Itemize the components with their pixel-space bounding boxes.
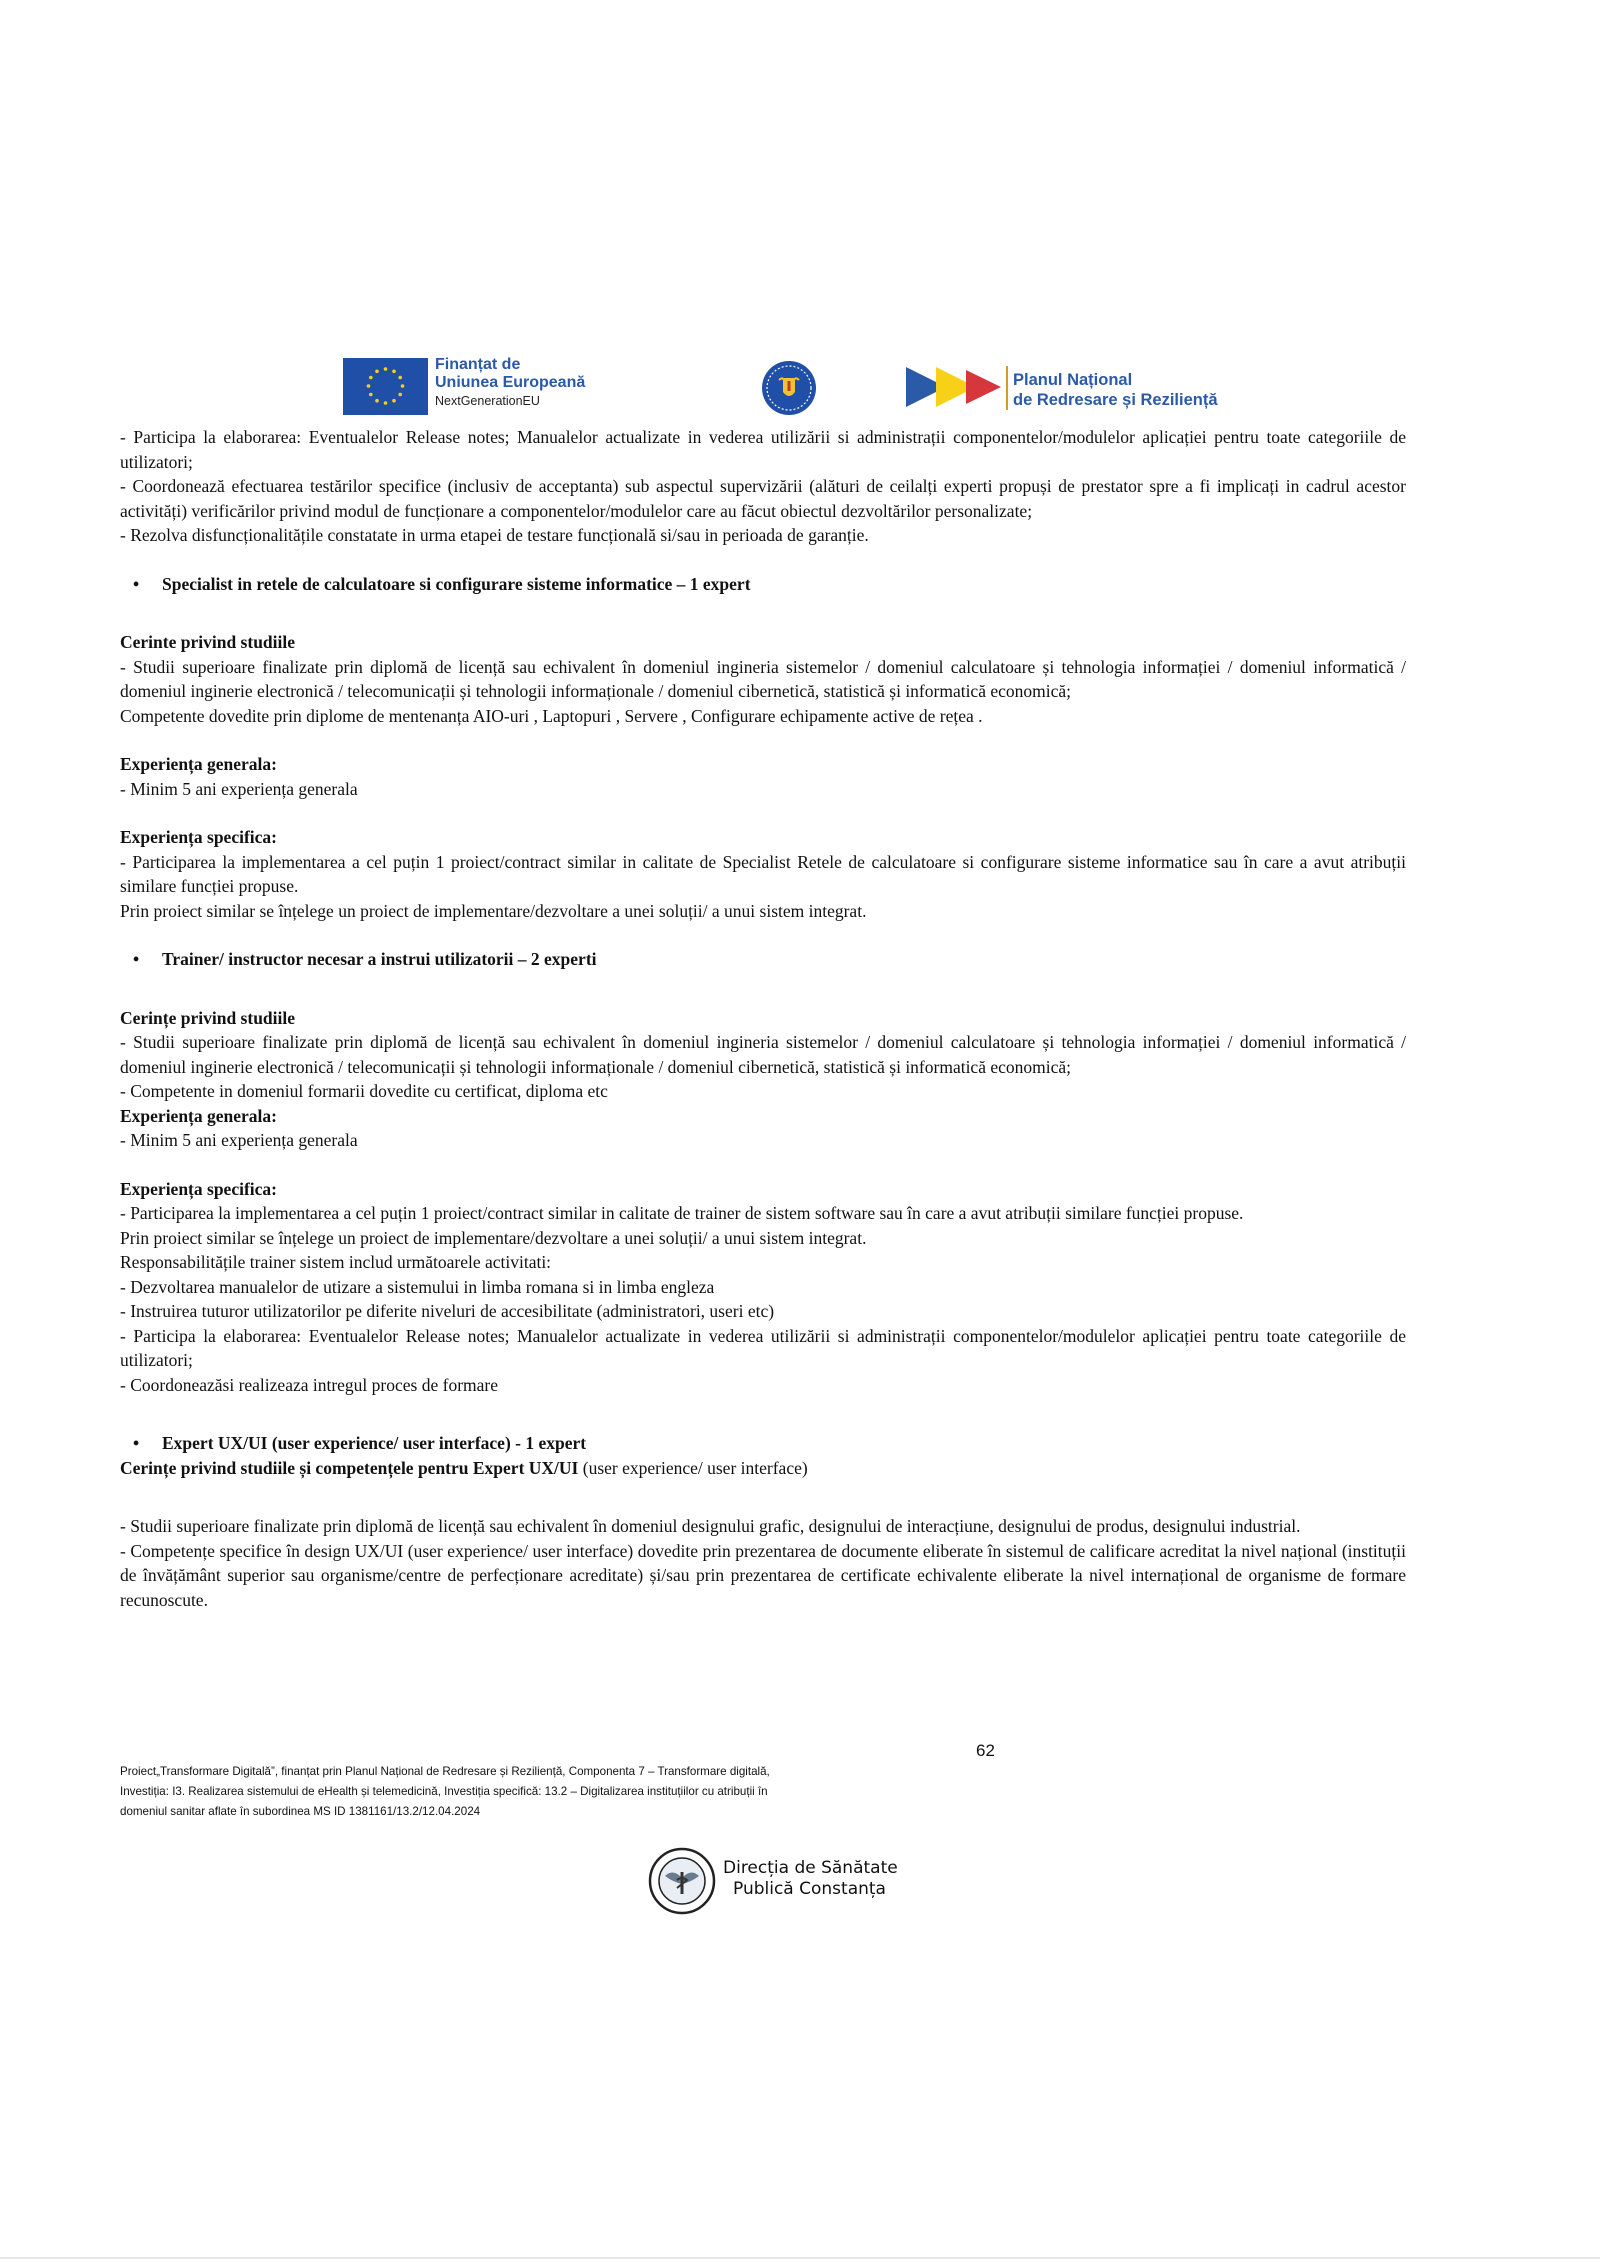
section-1-title: Specialist in retele de calculatoare si configurare sisteme informatice – 1 expert xyxy=(162,573,751,594)
footer-note xyxy=(120,1762,960,1822)
section-3-heading xyxy=(120,1456,1406,1481)
section-2-specific-item: - Dezvoltarea manualelor de utizare a sistemului in limba romana si in limba engleza xyxy=(120,1276,715,1297)
section-1-specific-item: - Participarea la implementarea a cel puțin 1 proiect/contract similar in calitate de Specialist Retele de calculatoare si configurare sisteme informatice sau în care a avut atribuții similare funcției propuse. xyxy=(120,851,1406,896)
section-2-specific-item: Prin proiect similar se înțelege un proiect de implementare/dezvoltare a unei soluții/ a unui sistem integrat. xyxy=(120,1227,867,1248)
section-3-heading-normal: (user experience/ user interface) xyxy=(578,1457,808,1478)
section-1-bullet xyxy=(120,572,1406,597)
section-2-specific-heading: Experiența specifica: xyxy=(120,1178,277,1199)
intro-item: - Participa la elaborarea: Eventualelor Release notes; Manualelor actualizate in vederea utilizării si administrații componentelor/modulelor aplicației pentru toate categoriile de utilizatori; xyxy=(120,427,1406,472)
dsp-line-1: Direcția de Sănătate xyxy=(723,1858,898,1878)
dsp-text xyxy=(723,1858,898,1900)
header-logos xyxy=(343,352,1243,422)
section-3-title: Expert UX/UI (user experience/ user interface) - 1 expert xyxy=(162,1433,587,1453)
bullet-dot-icon: • xyxy=(133,1433,140,1453)
footer-note-line: Proiect„Transformare Digitală”, finanțat prin Planul Național de Redresare și Reziliență, Componenta 7 – Transformare digitală, xyxy=(120,1765,770,1778)
footer-note-line: Investiția: I3. Realizarea sistemului de eHealth și telemedicină, Investiția specifică: 13.2 – Digitalizarea instituțiilor cu atribuții în xyxy=(120,1785,768,1798)
section-1-specific-item: Prin proiect similar se înțelege un proiect de implementare/dezvoltare a unei soluții/ a unui sistem integrat. xyxy=(120,900,867,921)
eu-flag-icon xyxy=(343,358,428,415)
section-3-heading-bold: Cerințe privind studiile și competențele pentru Expert UX/UI xyxy=(120,1457,579,1478)
section-2-studii-item: - Studii superioare finalizate prin diplomă de licență sau echivalent în domeniul ingineria sistemelor / domeniul calculatoare și tehnologia informației / domeniul informatică / domeniul inginerie electronică / telecomunicații și tehnologii informaționale / domeniul cibernetică, statistică și informatică economică; xyxy=(120,1032,1406,1077)
page-number: 62 xyxy=(976,1741,995,1760)
section-2-specific-item: - Coordoneazăsi realizeaza intregul proces de formare xyxy=(120,1374,498,1395)
eu-line-2: Uniunea Europeană xyxy=(435,374,586,391)
footer-note-line: domeniul sanitar aflate în subordinea MS ID 1381161/13.2/12.04.2024 xyxy=(120,1805,481,1818)
bullet-dot-icon: • xyxy=(133,573,140,594)
intro-item: - Rezolva disfuncționalitățile constatate in urma etapei de testare funcțională si/sau in perioada de garanție. xyxy=(120,525,869,545)
section-1-general-item: - Minim 5 ani experiența generala xyxy=(120,778,358,799)
scan-edge-divider xyxy=(0,2257,1600,2259)
romanian-government-seal-icon xyxy=(761,360,817,416)
section-2-general-heading: Experiența generala: xyxy=(120,1105,277,1126)
section-2-title: Trainer/ instructor necesar a instrui utilizatorii – 2 experti xyxy=(162,949,597,969)
section-2-bullet xyxy=(120,947,1406,972)
pnrr-text xyxy=(1013,370,1218,410)
section-2-general-item: - Minim 5 ani experiența generala xyxy=(120,1130,358,1150)
eu-funding-text xyxy=(435,356,585,410)
section-3-bullet xyxy=(120,1431,1406,1456)
document-body xyxy=(120,425,1406,1612)
section-2-specific-item: Responsabilitățile trainer sistem includ următoarele activitati: xyxy=(120,1252,552,1272)
section-1-studii-heading: Cerinte privind studiile xyxy=(120,632,296,652)
section-3-item: - Competențe specifice în design UX/UI (user experience/ user interface) dovedite prin prezentarea de documente eliberate în sistemul de calificare acreditat la nivel național (instituții de învățământ superior sau organisme/centre de perfecționare acreditate) și/sau prin prezentarea de certificate echivalente eliberate la nivel internațional de organisme de formare recunoscute. xyxy=(120,1540,1406,1610)
pnrr-divider xyxy=(1006,366,1008,410)
section-2-studii-heading: Cerințe privind studiile xyxy=(120,1007,296,1028)
pnrr-line-2: de Redresare și Reziliență xyxy=(1013,391,1218,409)
pnrr-line-1: Planul Național xyxy=(1013,371,1133,389)
intro-item: - Coordonează efectuarea testărilor specifice (inclusiv de acceptanta) sub aspectul supervizării (alături de ceilalți experti propuși de prestator spre a fi implicați in cadrul acestor activități) verificărilor privind modul de funcționare a componentelor/modulelor care au făcut obiectul dezvoltărilor personalizate; xyxy=(120,476,1406,521)
section-2-specific-item: - Participa la elaborarea: Eventualelor Release notes; Manualelor actualizate in vederea utilizării si administrații componentelor/modulelor aplicației pentru toate categoriile de utilizatori; xyxy=(120,1325,1406,1370)
section-3-item: - Studii superioare finalizate prin diplomă de licență sau echivalent în domeniul designului grafic, designului de interacțiune, designului de produs, designului industrial. xyxy=(120,1516,1301,1536)
dsp-seal-icon xyxy=(647,1846,717,1916)
section-2-studii-item: - Competente in domeniul formarii dovedite cu certificat, diploma etc xyxy=(120,1081,608,1101)
section-1-specific-heading: Experiența specifica: xyxy=(120,827,277,847)
pnrr-arrows-icon xyxy=(906,362,1006,412)
section-1-studii-item: Competente dovedite prin diplome de mentenanța AIO-uri , Laptopuri , Servere , Configurare echipamente active de rețea . xyxy=(120,705,983,726)
section-1-studii-item: - Studii superioare finalizate prin diplomă de licență sau echivalent în domeniul ingineria sistemelor / domeniul calculatoare și tehnologia informației / domeniul informatică / domeniul inginerie electronică / telecomunicații și tehnologii informaționale / domeniul cibernetică, statistică și informatică economică; xyxy=(120,656,1406,701)
bullet-dot-icon: • xyxy=(133,949,140,969)
eu-line-3: NextGenerationEU xyxy=(435,394,540,408)
section-2-specific-item: - Participarea la implementarea a cel puțin 1 proiect/contract similar in calitate de trainer de sistem software sau în care a avut atribuții similare funcției propuse. xyxy=(120,1203,1244,1223)
dsp-logo xyxy=(647,1846,947,1916)
eu-line-1: Finanțat de xyxy=(435,356,521,373)
section-1-general-heading: Experiența generala: xyxy=(120,754,277,774)
dsp-line-2: Publică Constanța xyxy=(733,1879,886,1899)
section-2-specific-item: - Instruirea tuturor utilizatorilor pe diferite niveluri de accesibilitate (administratori, useri etc) xyxy=(120,1301,775,1321)
